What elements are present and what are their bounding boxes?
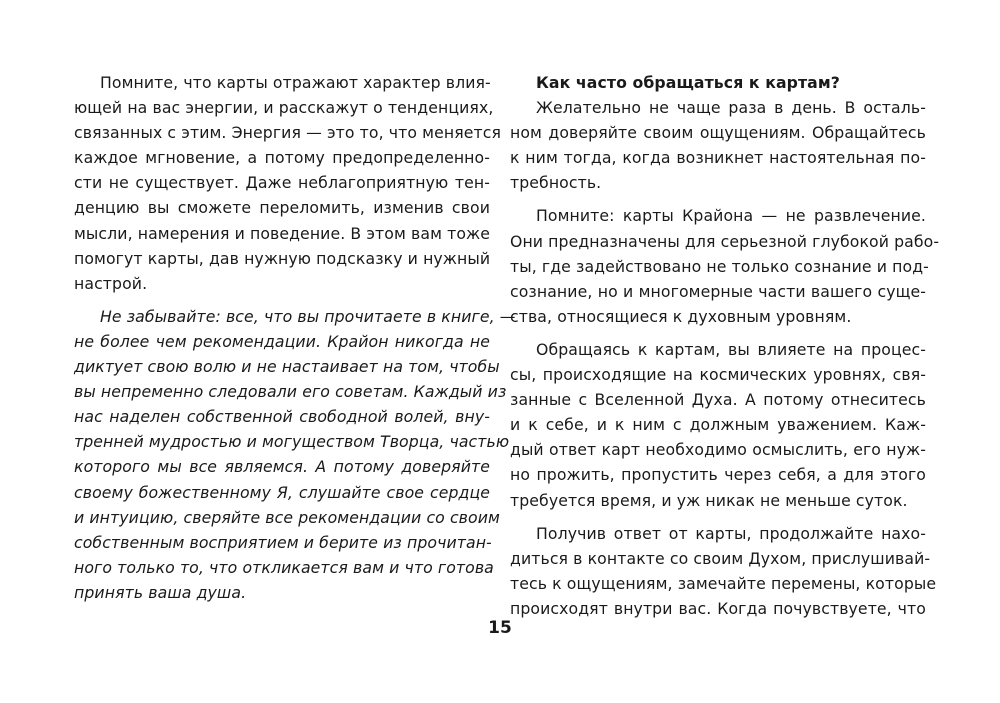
- italic-paragraph: [74, 304, 516, 605]
- text-line: ного только то, что откликается вам и что готова: [74, 557, 494, 577]
- text-line: тесь к ощущениям, замечайте перемены, которые: [510, 573, 937, 593]
- text-line: Они предназначены для серьезной глубокой рабо-: [510, 231, 940, 251]
- paragraph-gap: [510, 195, 926, 203]
- text-line: тренней мудростью и могуществом Творца, частью: [74, 432, 510, 452]
- text-line: собственным восприятием и берите из прочитан-: [74, 532, 492, 552]
- text-line: ющей на вас энергии, и расскажут о тенденциях,: [74, 98, 494, 118]
- text-line: дый ответ карт необходимо осмыслить, его нуж-: [510, 440, 926, 460]
- text-line: Не забывайте: все, что вы прочитаете в книге, —: [100, 306, 516, 326]
- paragraph: [74, 70, 502, 296]
- text-line: своему божественному Я, слушайте свое сердце: [74, 482, 490, 502]
- text-line: мысли, намерения и поведение. В этом вам тоже: [74, 223, 491, 243]
- text-line: настрой.: [74, 273, 148, 293]
- text-line: и к себе, и к ним с должным уважением. Каж-: [510, 415, 926, 435]
- text-line: требуется время, и уж никак не меньше суток.: [510, 490, 908, 510]
- paragraph-gap: [510, 513, 926, 521]
- text-line: ства, относящиеся к духовным уровням.: [510, 306, 852, 326]
- page-number: 15: [488, 618, 512, 638]
- text-line: происходят внутри вас. Когда почувствуете, что: [510, 598, 926, 618]
- text-line: диться в контакте со своим Духом, прислушивай-: [510, 548, 931, 568]
- text-line: связанных с этим. Энергия — это то, что меняется: [74, 123, 502, 143]
- text-line: и интуицию, сверяйте все рекомендации со своим: [74, 507, 500, 527]
- text-line: Желательно не чаще раза в день. В осталь-: [536, 98, 926, 118]
- paragraph: [510, 95, 926, 195]
- right-column: [510, 70, 940, 621]
- text-line: не более чем рекомендации. Крайон никогда не: [74, 331, 490, 351]
- text-line: Обращаясь к картам, вы влияете на процес-: [536, 339, 926, 359]
- text-line: сознание, но и многомерные части вашего суще-: [510, 281, 926, 301]
- section-heading: Как часто обращаться к картам?: [536, 73, 840, 92]
- text-line: каждое мгновение, а потому предопределенно-: [74, 148, 490, 168]
- text-line: требность.: [510, 173, 602, 193]
- paragraph: [510, 337, 926, 513]
- text-line: вы непременно следовали его советам. Каждый из: [74, 382, 507, 402]
- text-line: ты, где задействовано не только сознание и под-: [510, 256, 929, 276]
- text-line: помогут карты, дав нужную подсказку и нужный: [74, 248, 491, 268]
- text-line: к ним тогда, когда возникнет настоятельная по-: [510, 148, 926, 168]
- text-line: Помните, что карты отражают характер влия-: [100, 73, 491, 92]
- text-line: принять ваша душа.: [74, 582, 247, 602]
- paragraph-gap: [74, 296, 490, 304]
- text-line: сти не существует. Даже неблагоприятную тен-: [74, 173, 490, 193]
- text-line: но прожить, пропустить через себя, а для этого: [510, 465, 926, 485]
- text-line: занные с Вселенной Духа. А потому отнеситесь: [510, 390, 926, 410]
- text-line: диктует свою волю и не настаивает на том, чтобы: [74, 357, 500, 377]
- text-line: сы, происходящие на космических уровнях, свя-: [510, 365, 926, 385]
- paragraph-gap: [510, 329, 926, 337]
- text-line: Помните: карты Крайона — не развлечение.: [536, 206, 926, 226]
- text-line: нас наделен собственной свободной волей, вну-: [74, 407, 490, 427]
- paragraph: [510, 203, 940, 328]
- left-column: [74, 70, 516, 605]
- text-line: Получив ответ от карты, продолжайте нахо-: [536, 523, 926, 543]
- text-line: которого мы все являемся. А потому доверяйте: [74, 457, 490, 477]
- text-line: ном доверяйте своим ощущениям. Обращайтесь: [510, 123, 926, 143]
- paragraph: [510, 521, 937, 621]
- text-line: денцию вы сможете переломить, изменив свои: [74, 198, 490, 218]
